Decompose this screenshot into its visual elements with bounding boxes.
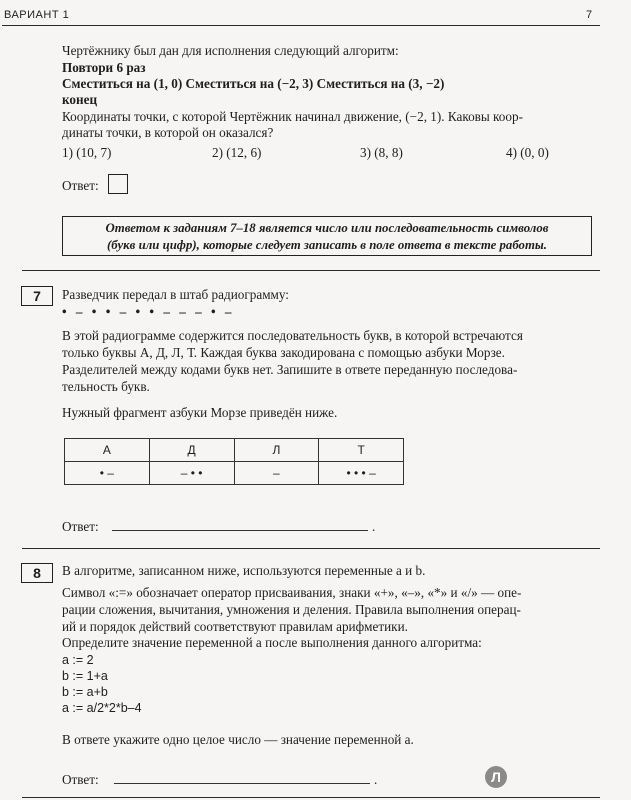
notice-box bbox=[62, 216, 592, 256]
task6-commands: Сместиться на (1, 0) Сместиться на (−2, 3) Сместиться на (3, −2) bbox=[62, 76, 445, 91]
task8-code-line1: a := 2 bbox=[62, 653, 94, 667]
morse-code: • – bbox=[65, 462, 150, 485]
morse-letter: А bbox=[65, 439, 150, 462]
task7-para-line1: В этой радиограмме содержится последовательность букв, в которой встречаются bbox=[62, 328, 523, 343]
task7-answer-line[interactable] bbox=[112, 530, 368, 531]
task6-option-2: 2) (12, 6) bbox=[212, 145, 262, 160]
task8-para-line4: Определите значение переменной a после выполнения данного алгоритма: bbox=[62, 635, 482, 650]
notice-line1: Ответом к заданиям 7–18 является число или последовательность символов bbox=[105, 221, 549, 235]
morse-letters-row bbox=[65, 439, 404, 462]
morse-code: – bbox=[234, 462, 319, 485]
task7-message: • – • • – • • – – – • – bbox=[62, 304, 235, 319]
task8-code-line3: b := a+b bbox=[62, 685, 108, 699]
task6-option-3: 3) (8, 8) bbox=[360, 145, 403, 160]
task7-intro: Разведчик передал в штаб радиограмму: bbox=[62, 287, 289, 302]
task8-answer-label: Ответ: bbox=[62, 772, 99, 787]
notice-line2: (букв или цифр), которые следует записать в поле ответа в тексте работы. bbox=[107, 238, 547, 252]
task8-intro: В алгоритме, записанном ниже, используются переменные a и b. bbox=[62, 563, 426, 578]
task8-code-line2: b := 1+a bbox=[62, 669, 108, 683]
task7-para-line4: тельность букв. bbox=[62, 379, 150, 394]
task8-para-line2: рации сложения, вычитания, умножения и деления. Правила выполнения операц- bbox=[62, 602, 521, 617]
task6-answer-label: Ответ: bbox=[62, 178, 99, 193]
page-number: 7 bbox=[586, 9, 593, 21]
morse-letter: Л bbox=[234, 439, 319, 462]
morse-code: • • • – bbox=[319, 462, 404, 485]
task6-answer-box[interactable] bbox=[108, 174, 128, 194]
task7-answer-label: Ответ: bbox=[62, 519, 99, 534]
morse-letter: Т bbox=[319, 439, 404, 462]
task6-end: конец bbox=[62, 92, 98, 107]
task6-question-line1: Координаты точки, с которой Чертёжник начинал движение, (−2, 1). Каковы коор- bbox=[62, 109, 523, 124]
task8-instruction: В ответе укажите одно целое число — значение переменной a. bbox=[62, 732, 414, 747]
task6-question-line2: динаты точки, в которой он оказался? bbox=[62, 125, 274, 140]
task6-intro: Чертёжнику был дан для исполнения следующий алгоритм: bbox=[62, 43, 399, 58]
task7-answer-end: . bbox=[372, 519, 376, 534]
task7-para-line3: Разделителей между кодами букв нет. Запишите в ответе переданную последова- bbox=[62, 362, 518, 377]
task7-para-line2: только буквы А, Д, Л, Т. Каждая буква закодирована с помощью азбуки Морзе. bbox=[62, 345, 505, 360]
task6-option-1: 1) (10, 7) bbox=[62, 145, 112, 160]
task7-number: 7 bbox=[21, 286, 53, 306]
task8-para-line1: Символ «:=» обозначает оператор присваивания, знаки «+», «–», «*» и «/» — опе- bbox=[62, 585, 522, 600]
task6-repeat: Повтори 6 раз bbox=[62, 60, 146, 75]
publisher-logo-icon: Л bbox=[485, 766, 507, 788]
morse-table bbox=[64, 438, 404, 485]
task8-answer-end: . bbox=[374, 772, 378, 787]
separator-rule bbox=[22, 548, 600, 549]
separator-rule bbox=[22, 270, 600, 271]
task8-code-line4: a := a/2*2*b–4 bbox=[62, 701, 142, 715]
task7-fragment-text: Нужный фрагмент азбуки Морзе приведён ниже. bbox=[62, 405, 338, 420]
task8-para-line3: ий и порядок действий соответствуют правилам арифметики. bbox=[62, 619, 408, 634]
variant-header: ВАРИАНТ 1 bbox=[4, 9, 70, 21]
morse-code: – • • bbox=[149, 462, 234, 485]
footer-rule bbox=[22, 797, 600, 798]
task8-answer-line[interactable] bbox=[114, 783, 370, 784]
morse-codes-row bbox=[65, 462, 404, 485]
task8-number: 8 bbox=[21, 563, 53, 583]
morse-letter: Д bbox=[149, 439, 234, 462]
header-rule bbox=[2, 25, 600, 26]
task6-option-4: 4) (0, 0) bbox=[506, 145, 549, 160]
